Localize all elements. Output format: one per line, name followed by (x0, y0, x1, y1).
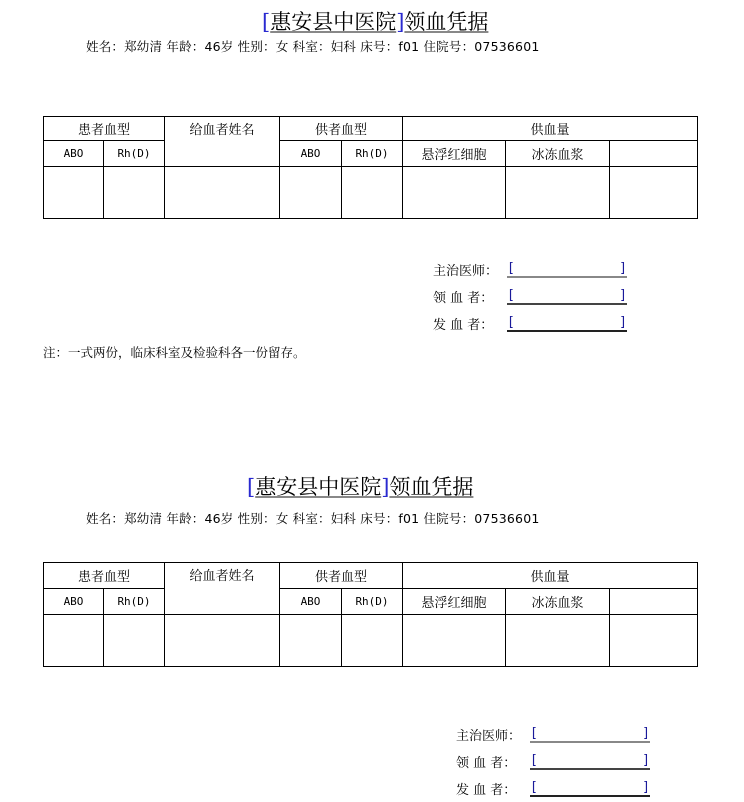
header-patient-blood-type: 患者血型 (44, 563, 165, 589)
cell[interactable] (44, 615, 104, 667)
cell[interactable] (403, 615, 506, 667)
header-suspended-rbc: 悬浮红细胞 (403, 141, 506, 167)
cell[interactable] (342, 167, 403, 219)
receiver-label: 领 血 者： (433, 291, 494, 306)
cell[interactable] (610, 167, 698, 219)
header-suspended-rbc: 悬浮红细胞 (403, 589, 506, 615)
header-abo: ABO (44, 589, 104, 615)
header-patient-blood-type: 患者血型 (44, 117, 165, 141)
blood-table (43, 116, 698, 219)
cell[interactable] (610, 615, 698, 667)
document-title: [惠安县中医院]领血凭据 (247, 475, 474, 499)
note: 注：一式两份，临床科室及检验科各一份留存。 (43, 345, 306, 360)
header-rh: Rh(D) (104, 141, 165, 167)
header-empty (610, 589, 698, 615)
header-frozen-plasma: 冰冻血浆 (506, 141, 610, 167)
doctor-signature-field[interactable]: [ ] (530, 726, 650, 741)
issuer-label: 发 血 者： (433, 318, 494, 333)
header-rh: Rh(D) (104, 589, 165, 615)
cell[interactable] (165, 615, 280, 667)
header-donor-blood-type: 供者血型 (280, 117, 403, 141)
doctor-signature-field[interactable]: [ ] (507, 261, 627, 276)
cell[interactable] (506, 167, 610, 219)
cell[interactable] (104, 615, 165, 667)
signature-block (433, 256, 627, 337)
header-empty (610, 141, 698, 167)
cell[interactable] (342, 615, 403, 667)
cell[interactable] (104, 167, 165, 219)
header-abo: ABO (44, 141, 104, 167)
cell[interactable] (44, 167, 104, 219)
header-donor-blood-type: 供者血型 (280, 563, 403, 589)
receiver-signature-field[interactable]: [ ] (530, 753, 650, 768)
patient-info: 姓名：郑幼清 年龄：46岁 性别：女 科室：妇科 床号：f01 住院号：07536601 (86, 39, 540, 54)
issuer-label: 发 血 者： (456, 783, 517, 798)
receiver-label: 领 血 者： (456, 756, 517, 771)
signature-block (456, 721, 650, 802)
receiver-signature-field[interactable]: [ ] (507, 288, 627, 303)
cell[interactable] (280, 167, 342, 219)
cell[interactable] (280, 615, 342, 667)
issuer-signature-field[interactable]: [ ] (530, 780, 650, 795)
header-donor-name: 给血者姓名 (165, 563, 280, 615)
document-title: [惠安县中医院]领血凭据 (262, 10, 489, 34)
header-donor-rh: Rh(D) (342, 589, 403, 615)
header-donor-abo: ABO (280, 589, 342, 615)
cell[interactable] (403, 167, 506, 219)
header-donor-rh: Rh(D) (342, 141, 403, 167)
doctor-label: 主治医师： (456, 729, 522, 744)
doctor-label: 主治医师： (433, 264, 499, 279)
header-frozen-plasma: 冰冻血浆 (506, 589, 610, 615)
blood-table (43, 562, 698, 667)
patient-info: 姓名：郑幼清 年龄：46岁 性别：女 科室：妇科 床号：f01 住院号：07536601 (86, 511, 540, 526)
cell[interactable] (506, 615, 610, 667)
cell[interactable] (165, 167, 280, 219)
header-supply: 供血量 (403, 563, 698, 589)
header-donor-name: 给血者姓名 (165, 117, 280, 167)
header-donor-abo: ABO (280, 141, 342, 167)
header-supply: 供血量 (403, 117, 698, 141)
issuer-signature-field[interactable]: [ ] (507, 315, 627, 330)
